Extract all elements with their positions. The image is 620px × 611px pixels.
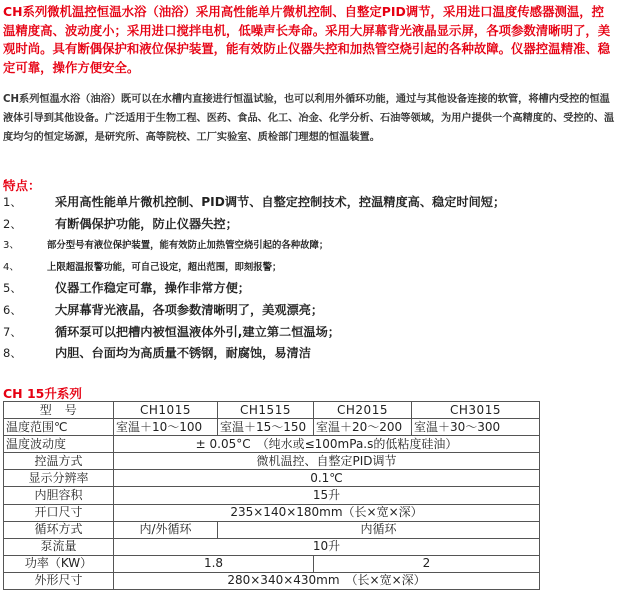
feature-number: 1、 [3, 195, 22, 209]
feature-number: 3、 [3, 240, 20, 252]
feature-text: 内胆、台面均为高质量不锈钢，耐腐蚀，易清洁 [55, 346, 311, 361]
table-row [4, 436, 540, 453]
model-cell: CH3015 [412, 402, 540, 419]
feature-text: 循环泵可以把槽内被恒温液体外引,建立第二恒温场； [55, 324, 340, 339]
row-label: 开口尺寸 [4, 504, 114, 521]
value-cell: 1.8 [114, 555, 314, 572]
feature-item [3, 257, 615, 279]
range-cell: 室温＋10～100 [114, 419, 218, 436]
spec-table [3, 401, 540, 590]
table-row [4, 453, 540, 470]
table-row [4, 572, 540, 589]
table-row [4, 521, 540, 538]
row-label: 循环方式 [4, 521, 114, 538]
value-cell: 235×140×180mm（长×宽×深） [114, 504, 540, 521]
row-label: 外形尺寸 [4, 572, 114, 589]
table-row [4, 538, 540, 555]
feature-number: 4、 [3, 261, 20, 273]
feature-item [3, 278, 615, 300]
value-cell: 内循环 [218, 521, 540, 538]
value-cell: 内/外循环 [114, 521, 218, 538]
row-label: 温度范围℃ [4, 419, 114, 436]
value-cell: 2 [314, 555, 540, 572]
value-cell: 280×340×430mm （长×宽×深） [114, 572, 540, 589]
feature-item [3, 235, 615, 257]
model-cell: CH1015 [114, 402, 218, 419]
feature-item [3, 214, 615, 236]
row-label: 内胆容积 [4, 487, 114, 504]
feature-item [3, 300, 615, 322]
feature-item [3, 192, 615, 214]
feature-text: 采用高性能单片微机控制、PID调节、自整定控制技术，控温精度高、稳定时间短； [55, 195, 506, 209]
range-cell: 室温＋30～300 [412, 419, 540, 436]
feature-item [3, 322, 615, 344]
row-label: 功率（KW） [4, 555, 114, 572]
value-cell: ± 0.05°C （纯水或≤100mPa.s的低粘度硅油） [114, 436, 540, 453]
feature-text: 大屏幕背光液晶，各项参数清晰明了，美观漂亮； [55, 302, 324, 317]
series-title: CH 15升系列 [3, 386, 82, 401]
model-cell: CH1515 [218, 402, 314, 419]
range-cell: 室温＋20～200 [314, 419, 412, 436]
row-label: 控温方式 [4, 453, 114, 470]
feature-text: 有断偶保护功能，防止仪器失控； [55, 216, 238, 231]
row-label: 温度波动度 [4, 436, 114, 453]
table-row [4, 419, 540, 436]
features-list [3, 192, 615, 365]
value-cell: 0.1℃ [114, 470, 540, 487]
table-row [4, 487, 540, 504]
feature-item [3, 343, 615, 365]
table-row [4, 555, 540, 572]
value-cell: 10升 [114, 538, 540, 555]
intro-highlight: CH系列微机温控恒温水浴（油浴）采用高性能单片微机控制、自整定PID调节，采用进口温度传感器测温，控温精度高、波动度小；采用进口搅拌电机，低噪声长寿命。采用大屏幕背光液晶显示屏，各项参数清晰明了，美观时尚。具有断偶保护和液位保护装置，能有效防止仪器失控和加热管空烧引起的各种故障。仪器控温精准、稳定可靠，操作方便安全。 [3, 4, 611, 75]
features-title: 特点： [3, 178, 41, 193]
feature-text: 仪器工作稳定可靠，操作非常方便； [55, 281, 250, 296]
feature-number: 2、 [3, 216, 22, 231]
feature-number: 8、 [3, 346, 22, 361]
feature-number: 5、 [3, 281, 22, 296]
table-row [4, 504, 540, 521]
intro-description: CH系列恒温水浴（油浴）既可以在水槽内直接进行恒温试验，也可以利用外循环功能，通过与其他设备连接的软管，将槽内受控的恒温液体引导到其他设备。广泛适用于生物工程、医药、食品、化工、冶金、化学分析、石油等领域，为用户提供一个高精度的、受控的、温度均匀的恒定场源，是研究所、高等院校、工厂实验室、质检部门理想的恒温装置。 [3, 94, 615, 143]
range-cell: 室温＋15～150 [218, 419, 314, 436]
value-cell: 15升 [114, 487, 540, 504]
feature-number: 7、 [3, 324, 22, 339]
table-row [4, 470, 540, 487]
feature-number: 6、 [3, 302, 22, 317]
value-cell: 微机温控、自整定PID调节 [114, 453, 540, 470]
row-label: 泵流量 [4, 538, 114, 555]
feature-text: 部分型号有液位保护装置，能有效防止加热管空烧引起的各种故障； [47, 240, 329, 252]
table-row [4, 402, 540, 419]
row-label: 显示分辨率 [4, 470, 114, 487]
row-label: 型 号 [4, 402, 114, 419]
feature-text: 上限超温报警功能，可自己设定，超出范围，即刻报警； [47, 261, 282, 273]
model-cell: CH2015 [314, 402, 412, 419]
